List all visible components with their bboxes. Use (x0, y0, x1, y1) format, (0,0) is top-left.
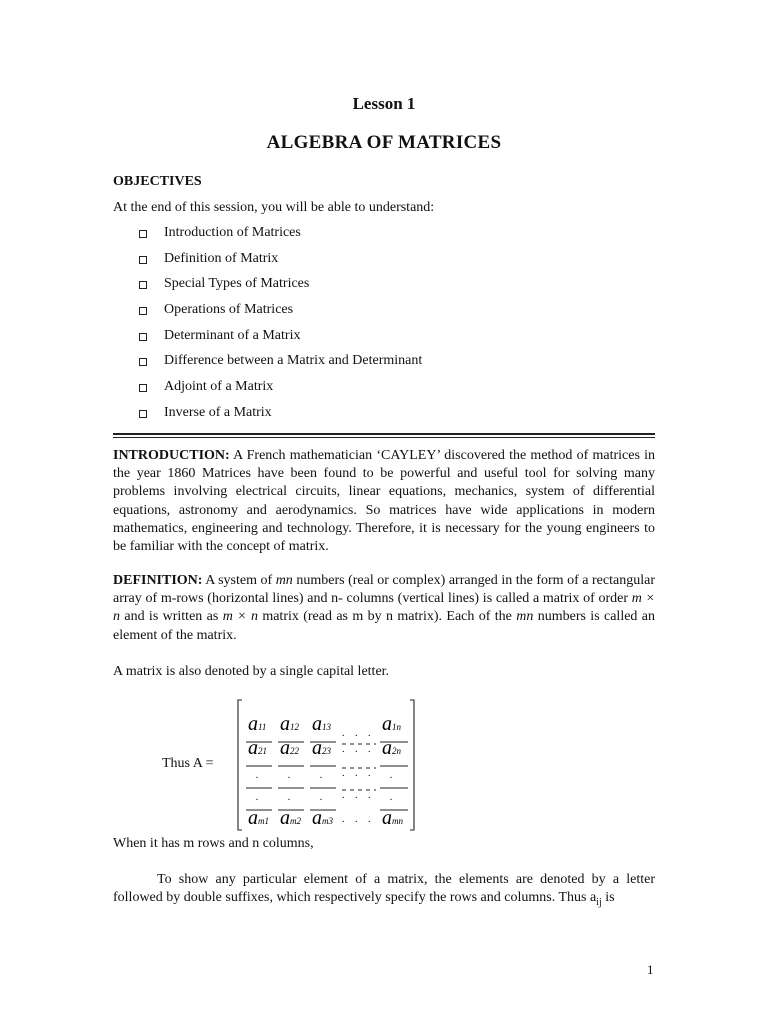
section-divider (113, 433, 655, 435)
introduction-paragraph: INTRODUCTION: A French mathematician ‘CAYLEY’ discovered the method of matrices in the year 1860 Matrices have been found to be powerful and useful tool for solving many problems involving electrical circuits, linear equations, mechanics, system of differential equations, astronomy and aerodynamics. So matrices have wide applications in modern mathematics, engineering and technology. Therefore, it is necessary for the young engineers to be familiar with the concept of matrix. (113, 448, 655, 555)
rows-columns-note: When it has m rows and n columns, (113, 836, 314, 851)
matrix-element: a22 (280, 737, 299, 759)
left-bracket (238, 700, 242, 830)
right-bracket (410, 700, 414, 830)
matrix-element: . (390, 792, 393, 803)
matrix-element: a11 (248, 713, 267, 735)
matrix-element: am2 (280, 807, 301, 829)
ellipsis-dots: . . . (342, 728, 375, 739)
section-divider-thin (113, 437, 655, 438)
matrix-element: am1 (248, 807, 269, 829)
introduction-lead: INTRODUCTION: (113, 448, 230, 463)
list-item: Definition of Matrix (137, 250, 422, 276)
list-item: Difference between a Matrix and Determinant (137, 352, 422, 378)
square-bullet-icon (139, 230, 147, 238)
matrix-svg (236, 698, 416, 832)
matrix-element: a1n (382, 713, 401, 735)
square-bullet-icon (139, 256, 147, 264)
ellipsis-dots: . . . (342, 790, 375, 801)
matrix-element: . (320, 792, 323, 803)
ellipsis-dots: . . . (342, 768, 375, 779)
objectives-heading: OBJECTIVES (113, 174, 202, 189)
square-bullet-icon (139, 307, 147, 315)
denote-paragraph: A matrix is also denoted by a single capital letter. (113, 664, 390, 679)
lesson-label: Lesson 1 (352, 94, 416, 113)
definition-paragraph: DEFINITION: A system of mn numbers (real or complex) arranged in the form of a rectangular array of m-rows (horizontal lines) and n- columns (vertical lines) is called a matrix of order m × n and is written as m × n matrix (read as m by n matrix). Each of the mn numbers is called an element of the matrix. (113, 573, 656, 643)
matrix-element: . (288, 770, 291, 781)
square-bullet-icon (139, 384, 147, 392)
list-item: Inverse of a Matrix (137, 404, 422, 430)
element-notation-paragraph: To show any particular element of a matrix, the elements are denoted by a letter followed by double suffixes, which respectively specify the rows and columns. Thus $a_{ij}$ is (113, 872, 655, 908)
matrix-element: a2n (382, 737, 401, 759)
page-number: 1 (647, 962, 654, 977)
matrix-element: . (256, 792, 259, 803)
square-bullet-icon (139, 281, 147, 289)
matrix-element: a21 (248, 737, 267, 759)
square-bullet-icon (139, 410, 147, 418)
square-bullet-icon (139, 333, 147, 341)
matrix-element: . (390, 770, 393, 781)
matrix-element: a12 (280, 713, 299, 735)
definition-lead: DEFINITION: (113, 573, 203, 588)
list-item: Determinant of a Matrix (137, 327, 422, 353)
matrix-label: Thus A = (162, 756, 214, 771)
page-title: ALGEBRA OF MATRICES (266, 132, 502, 153)
list-item: Operations of Matrices (137, 301, 422, 327)
square-bullet-icon (139, 358, 147, 366)
objectives-intro: At the end of this session, you will be able to understand: (113, 200, 435, 215)
ellipsis-dots: . . . (342, 814, 375, 825)
matrix-element: . (288, 792, 291, 803)
matrix-element: amn (382, 807, 403, 829)
objectives-list (137, 224, 422, 430)
matrix-element: a23 (312, 737, 331, 759)
matrix-element: a13 (312, 713, 331, 735)
matrix-element: . (256, 770, 259, 781)
list-item: Introduction of Matrices (137, 224, 422, 250)
ellipsis-dots: . . . (342, 744, 375, 755)
matrix-element: am3 (312, 807, 333, 829)
matrix-element: . (320, 770, 323, 781)
list-item: Special Types of Matrices (137, 275, 422, 301)
list-item: Adjoint of a Matrix (137, 378, 422, 404)
matrix-figure (236, 698, 416, 832)
